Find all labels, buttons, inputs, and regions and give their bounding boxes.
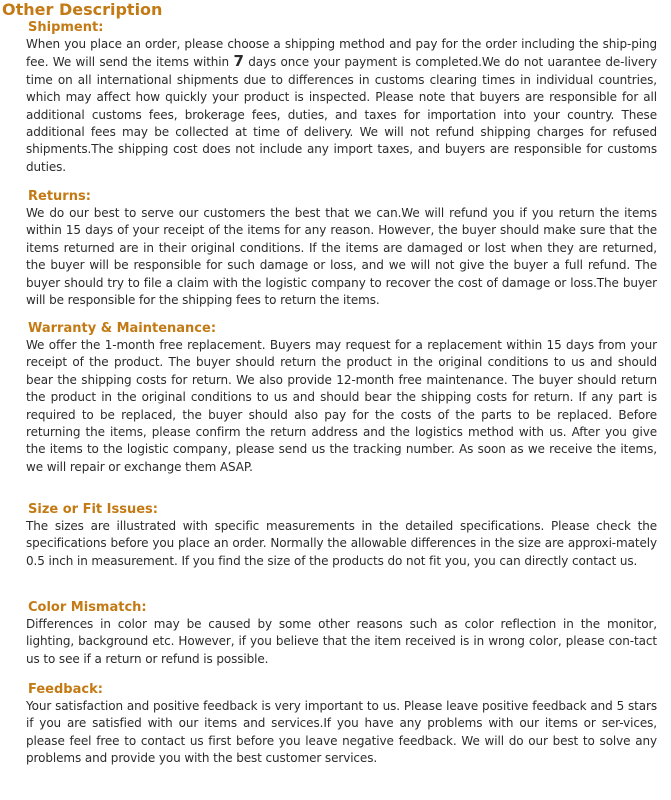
shipping-days-highlight: 7	[233, 52, 244, 71]
section-feedback	[26, 682, 657, 768]
section-heading-returns: Returns:	[28, 189, 91, 204]
section-heading-shipment: Shipment:	[28, 20, 104, 35]
page-title: Other Description	[2, 0, 163, 19]
shipment-text-start: When you place an order, please choose a shipping method and pay for the order including the ship-ping fee. We will send the items within	[26, 37, 657, 70]
section-heading-warranty: Warranty & Maintenance:	[28, 321, 217, 336]
section-body-shipment	[26, 36, 657, 176]
section-color	[26, 600, 657, 668]
section-body-returns: We do our best to serve our customers the best that we can.We will refund you if you return the items within 15 days of your receipt of the items for any reason. However, the buyer should make sure that the items returned are in their original conditions. If the items are damaged or lost when they are returned, the buyer will be responsible for such damage or loss, and we will not give the buyer a full refund. The buyer should try to file a claim with the logistic company to recover the cost of damage or loss.The buyer will be responsible for the shipping fees to return the items.	[26, 206, 657, 308]
section-body-warranty: We offer the 1-month free replacement. Buyers may request for a replacement within 15 days from your receipt of the product. The buyer should return the product in the original conditions to us and should bear the shipping costs for return. We also provide 12-month free maintenance. The buyer should return the product in the original conditions to us and should bear the shipping costs for return. If any part is required to be replaced, the buyer should also pay for the costs of the parts to be replaced. Before returning the items, please confirm the return address and the logistics method with us. After you give the items to the logistic company, please send us the tracking number. As soon as we receive the items, we will repair or exchange them ASAP.	[26, 338, 657, 474]
section-warranty	[26, 321, 657, 476]
section-heading-color: Color Mismatch:	[28, 600, 147, 615]
section-heading-size: Size or Fit Issues:	[28, 502, 158, 517]
shipment-text-end: days once your payment is completed.We do not uarantee de-livery time on all international shipments due to differences in customs clearing times in individual countries, which may affect how quickly your product is inspected. Please note that buyers are responsible for all additional customs fees, brokerage fees, duties, and taxes for importation into your country. These additional fees may be collected at time of delivery. We will not refund shipping charges for refused shipments.The shipping cost does not include any import taxes, and buyers are responsible for customs duties.	[26, 55, 657, 174]
section-body-size: The sizes are illustrated with specific measurements in the detailed specifications. Please check the specifications before you place an order. Normally the allowable differences in the size are approxi-mately 0.5 inch in measurement. If you find the size of the products do not fit you, you can directly contact us.	[26, 519, 657, 568]
section-body-color: Differences in color may be caused by some other reasons such as color reflection in the monitor, lighting, background etc. However, if you believe that the item received is in wrong color, please con-tact us to see if a return or refund is possible.	[26, 617, 657, 666]
section-size	[26, 502, 657, 570]
section-body-feedback: Your satisfaction and positive feedback is very important to us. Please leave positive feedback and 5 stars if you are satisfied with our items and services.If you have any problems with our items or ser-vices, please feel free to contact us first before you leave negative feedback. We will do our best to solve any problems and provide you with the best customer services.	[26, 699, 657, 766]
section-heading-feedback: Feedback:	[28, 682, 103, 697]
section-shipment	[26, 20, 657, 176]
section-returns	[26, 189, 657, 309]
